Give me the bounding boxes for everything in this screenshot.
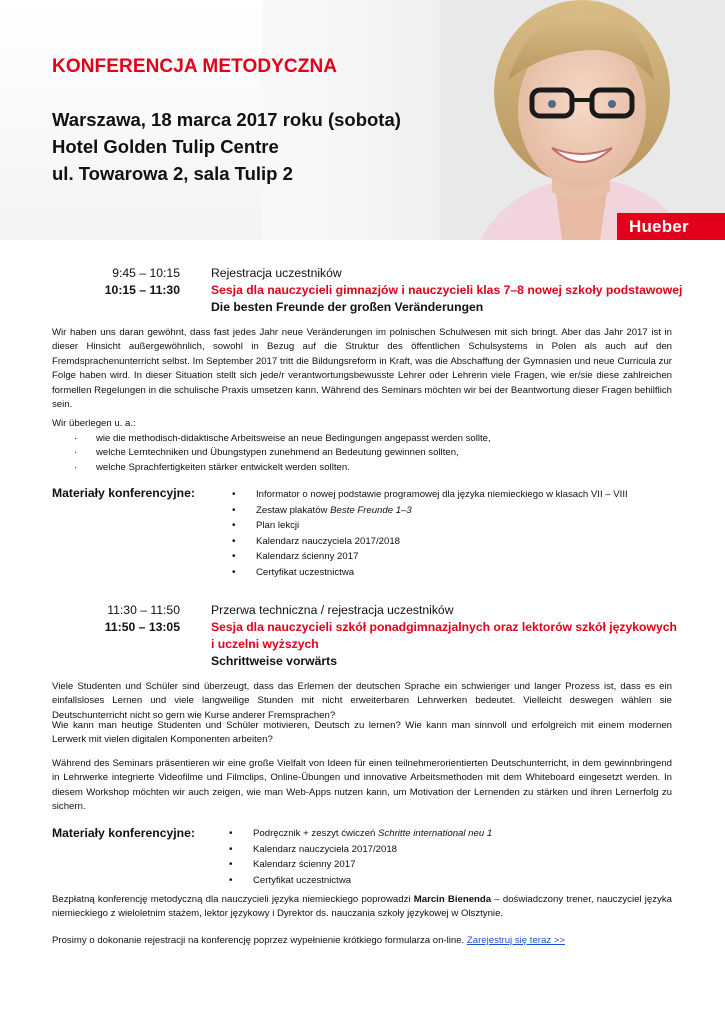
list-item: • Zestaw plakatów Beste Freunde 1–3	[232, 504, 412, 516]
schedule-time: 11:50 – 13:05	[104, 620, 180, 634]
register-link[interactable]: Zarejestruj się teraz >>	[466, 935, 565, 946]
session-title-line2: i uczelni wyższych	[211, 637, 319, 651]
list-item: • Kalendarz nauczyciela 2017/2018	[229, 843, 398, 855]
session-subtitle: Schrittweise vorwärts	[211, 654, 337, 668]
venue-block	[52, 106, 401, 187]
list-item: • Kalendarz ścienny 2017	[232, 551, 359, 562]
session-subtitle: Die besten Freunde der großen Veränderungen	[211, 300, 484, 314]
session2-materials	[229, 826, 492, 888]
list-item: · wie die methodisch-didaktische Arbeitsweise an neue Bedingungen angepasst werden sollte,	[74, 433, 491, 444]
list-item: • Certyfikat uczestnictwa	[232, 566, 355, 578]
session1-points	[52, 432, 672, 475]
list-item: · welche Lerntechniken und Übungstypen zunehmend an Bedeutung gewinnen sollten,	[74, 447, 459, 459]
list-item: · welche Sprachfertigkeiten stärker entwickelt werden sollten.	[74, 461, 350, 473]
session-title: Sesja dla nauczycieli gimnazjów i nauczycieli klas 7–8 nowej szkoły podstawowej	[211, 283, 683, 297]
session1-intro: Wir überlegen u. a.:	[52, 418, 136, 429]
venue-address: ul. Towarowa 2, sala Tulip 2	[52, 163, 293, 184]
schedule-desc: Przerwa techniczna / rejestracja uczestników	[211, 603, 454, 617]
session1-description: Wir haben uns daran gewöhnt, dass fast jedes Jahr neue Veränderungen im polnischen Schulwesen mit sich bringt. Aber das Jahr 2017 ist in dieser Hinsicht außergewöhnlich, sowohl in Bezug auf die Struktur des öffentlichen Schulsystems in Polen als auch auf den Fremdsprachenunterricht selbst. Im September 2017 tritt die Bildungsreform in Kraft, was die Abschaffung der Gymnasien und neue Curricula zur Folge haben wird. In dieser Situation stellt sich jede/r verantwortungsbewusste Lehrer oder Lehrerin viele Fragen, wie er/sie diese zahlreichen formellen Regelungen in die schulische Praxis umsetzen kann. Während des Seminars möchten wir bei der Beantwortung dieser Fragen behilflich sein.	[52, 327, 672, 411]
header-banner	[0, 0, 725, 240]
list-item: • Informator o nowej podstawie programowej dla języka niemieckiego w klasach VII – VIII	[232, 489, 628, 500]
venue-date: Warszawa, 18 marca 2017 roku (sobota)	[52, 109, 401, 130]
materials-label: Materiały konferencyjne:	[52, 486, 195, 500]
session2-paragraph-3: Während des Seminars präsentieren wir eine große Vielfalt von Ideen für einen teilnehmerorientierten Deutschunterricht, in dem gewinnbringend in Lehrwerke integrierte Videofilme und Filmclips, Online-Übungen und innovative Arbeitsmethoden mit dem Whiteboard eingesetzt werden. In diesem Workshop möchten wir auch zeigen, wie man Web-Apps nutzen kann, um Motivation der Lernenden zu stärken und ihren Lernerfolg zu sichern.	[52, 758, 672, 813]
materials-label: Materiały konferencyjne:	[52, 826, 195, 840]
schedule-time: 9:45 – 10:15	[112, 266, 180, 280]
registration-paragraph: Prosimy o dokonanie rejestracji na konferencję poprzez wypełnienie krótkiego formularza on-line. Zarejestruj się teraz >>	[52, 935, 565, 946]
session2-paragraph-1: Viele Studenten und Schüler sind überzeugt, dass das Erlernen der deutschen Sprache ein schwieriger und langer Prozess ist, dass es ein einfallsloses Lernen und viele langweilige Stunden mit nicht erweiterbaren Lehrwerken bedeutet. Vielleicht deswegen wählen sie Deutschunterricht nicht so gern wie Kurse anderer Fremsprachen?	[52, 681, 672, 721]
venue-hotel: Hotel Golden Tulip Centre	[52, 136, 279, 157]
list-item: • Kalendarz ścienny 2017	[229, 859, 356, 870]
list-item: • Kalendarz nauczyciela 2017/2018	[232, 535, 401, 547]
list-item: • Podręcznik + zeszyt ćwiczeń Schritte international neu 1	[229, 828, 493, 839]
list-item: • Certyfikat uczestnictwa	[229, 874, 352, 886]
schedule-desc: Rejestracja uczestników	[211, 266, 342, 280]
session-title: Sesja dla nauczycieli szkół ponadgimnazjalnych oraz lektorów szkół językowych	[211, 620, 677, 634]
list-item: • Plan lekcji	[232, 520, 300, 531]
trainer-name: Marcin Bienenda	[413, 894, 492, 905]
session1-materials	[232, 487, 628, 580]
conference-title: KONFERENCJA METODYCZNA	[52, 56, 338, 77]
lead-trainer-paragraph: Bezpłatną konferencję metodyczną dla nauczycieli języka niemieckiego poprowadzi Marcin Bienenda – doświadczony trener, nauczyciel języka niemieckiego z wieloletnim stażem, lektor językowy i Dyrektor ds. nauczania szkoły językowej w Olsztynie.	[52, 894, 672, 920]
schedule-time: 10:15 – 11:30	[104, 283, 180, 297]
speaker-portrait-image	[440, 0, 725, 240]
session2-paragraph-2: Wie kann man heutige Studenten und Schüler motivieren, Deutsch zu lernen? Wie kann man sinnvoll und erfolgreich mit einem modernen Lerwerk mit vielen digitalen Komponenten arbeiten?	[52, 720, 672, 746]
schedule-time: 11:30 – 11:50	[107, 603, 180, 617]
hueber-logo: Hueber	[617, 213, 725, 240]
